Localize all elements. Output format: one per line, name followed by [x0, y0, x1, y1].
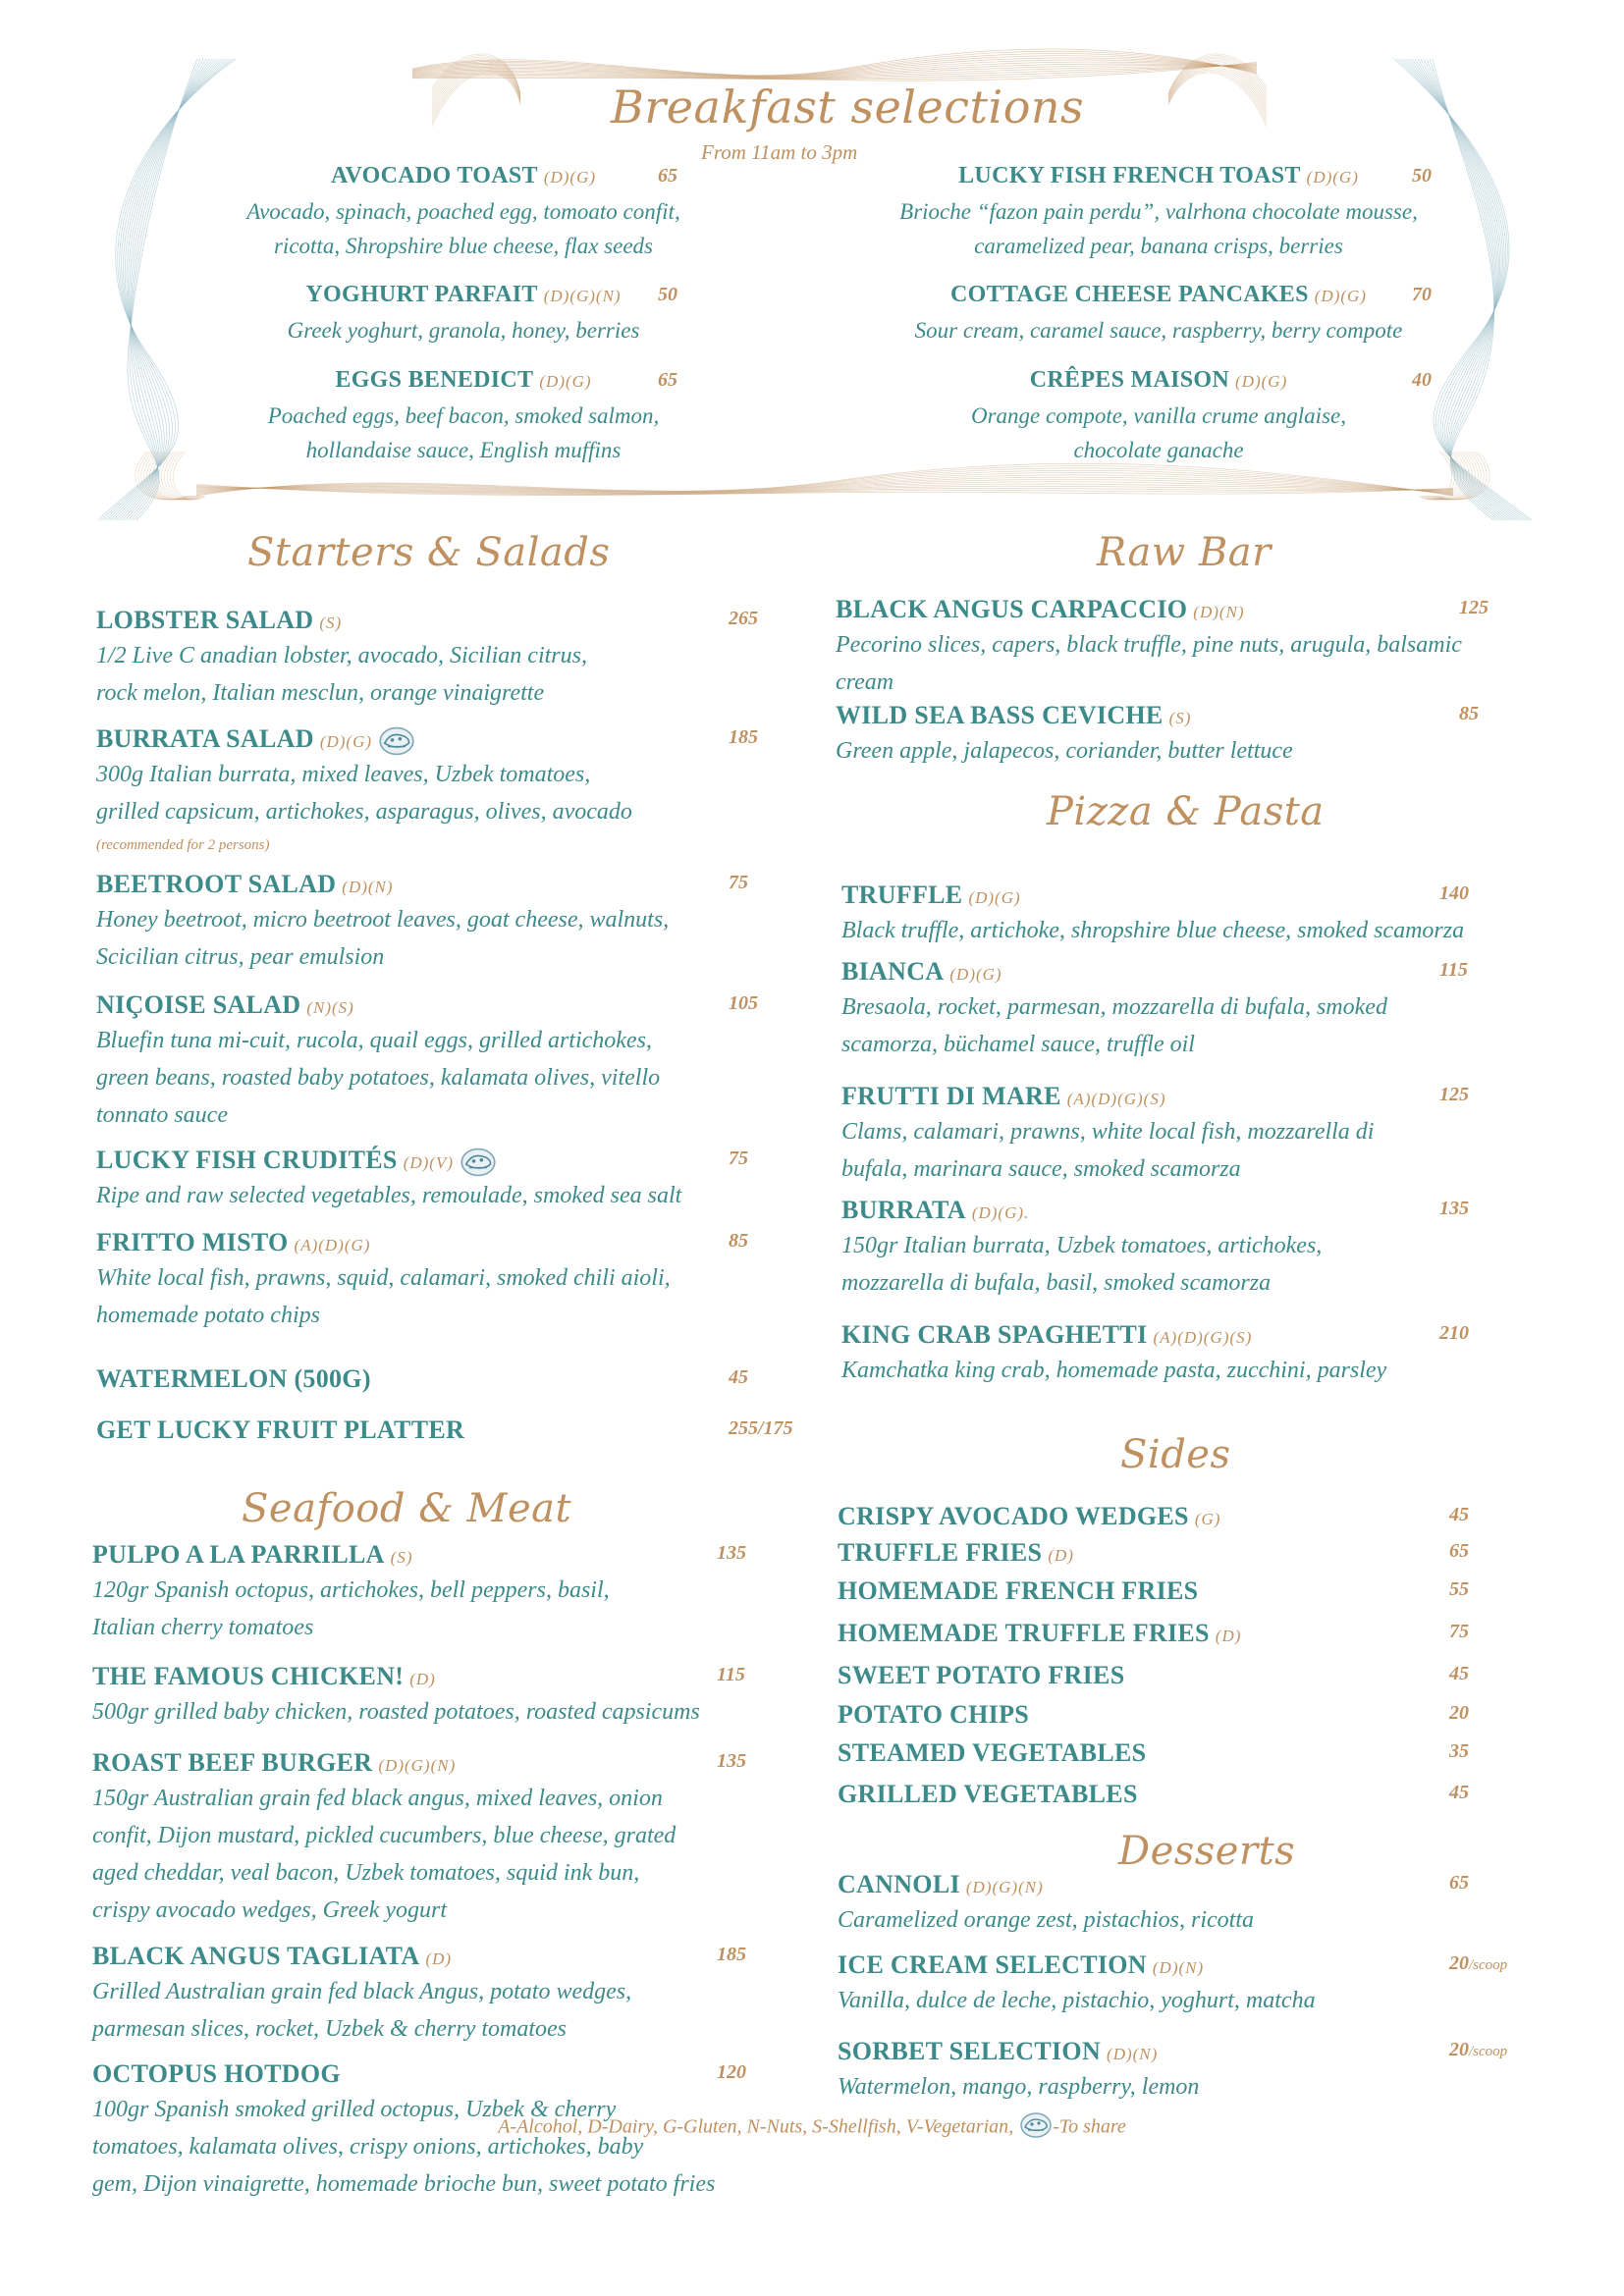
item-description-line: mozzarella di bufala, basil, smoked scamorza: [841, 1270, 1272, 1296]
item-description-line: Clams, calamari, prawns, white local fish, mozzarella di: [841, 1119, 1375, 1145]
menu-item-header: [864, 163, 1453, 194]
item-price: [717, 2061, 746, 2084]
price-value: 20: [1449, 1702, 1469, 1724]
menu-item-header: [838, 1738, 1146, 1770]
item-name: ICE CREAM SELECTION: [838, 1950, 1147, 1979]
item-price: [729, 992, 758, 1015]
item-price: [1439, 1322, 1469, 1345]
share-icon: [1019, 2111, 1053, 2145]
price-value: 135: [717, 1750, 746, 1772]
price-value: 75: [729, 872, 748, 893]
item-price: [1439, 882, 1469, 905]
menu-item-header: [841, 881, 1464, 912]
share-icon: [460, 1147, 497, 1182]
item-description-line: Honey beetroot, micro beetroot leaves, goat cheese, walnuts,: [96, 907, 670, 933]
allergen-tags: (S): [1168, 709, 1192, 727]
menu-item-header: [218, 163, 709, 194]
price-value: 20: [1449, 1952, 1469, 1974]
menu-item-king-crab-spaghetti: [841, 1320, 1469, 1389]
price-value: 50: [1412, 165, 1432, 187]
menu-item-header: [838, 1502, 1220, 1533]
allergen-tags: (D)(G): [1306, 168, 1359, 187]
item-name: POTATO CHIPS: [838, 1700, 1030, 1729]
item-price: [1449, 1872, 1469, 1895]
price-value: 75: [1449, 1621, 1469, 1642]
allergen-tags: (G): [1194, 1510, 1221, 1528]
price-unit: /scoop: [1469, 1957, 1508, 1973]
allergen-tags: (A)(D)(G)(S): [1066, 1090, 1166, 1108]
price-value: 65: [658, 369, 677, 391]
item-name: BEETROOT SALAD: [96, 870, 337, 898]
item-name: CANNOLI: [838, 1870, 960, 1898]
menu-item-truffle: [841, 881, 1469, 949]
menu-item-roast-beef-burger: [92, 1748, 746, 1929]
item-price: [1449, 1782, 1469, 1804]
price-value: 85: [729, 1230, 748, 1252]
item-price: [658, 284, 677, 306]
menu-item-fritto-misto: [96, 1228, 748, 1334]
item-description-line: scamorza, büchamel sauce, truffle oil: [841, 1032, 1195, 1057]
item-description-line: tomatoes, kalamata olives, crispy onions, artichokes, baby: [92, 2134, 644, 2160]
price-value: 45: [1449, 1663, 1469, 1684]
menu-item-header: [96, 1415, 464, 1447]
item-name: SWEET POTATO FRIES: [838, 1661, 1125, 1689]
item-note: (recommended for 2 persons): [96, 837, 270, 853]
item-description-line: aged cheddar, veal bacon, Uzbek tomatoes, squid ink bun,: [92, 1860, 640, 1886]
price-value: 55: [1449, 1578, 1469, 1600]
allergen-tags: (D)(N): [1107, 2045, 1159, 2063]
menu-item-burrata-salad: [96, 724, 758, 860]
allergen-tags: (D)(G)(N): [965, 1878, 1044, 1896]
menu-item-header: [864, 282, 1453, 313]
item-name: BLACK ANGUS TAGLIATA: [92, 1942, 420, 1970]
item-description-line: Scicilian citrus, pear emulsion: [96, 944, 385, 970]
item-description-line: ricotta, Shropshire blue cheese, flax seeds: [273, 234, 653, 258]
item-description-line: Greek yoghurt, granola, honey, berries: [287, 318, 640, 343]
menu-item-header: [92, 2059, 715, 2091]
menu-item-header: [838, 1780, 1138, 1811]
price-unit: /scoop: [1469, 2044, 1508, 2059]
item-description-line: 100gr Spanish smoked grilled octopus, Uzbek & cherry: [92, 2097, 617, 2122]
item-name: FRITTO MISTO: [96, 1228, 289, 1256]
price-value: 115: [1439, 959, 1468, 981]
item-description-line: Pecorino slices, capers, black truffle, pine nuts, arugula, balsamic: [836, 632, 1462, 658]
item-description-line: 150gr Australian grain fed black angus, mixed leaves, onion: [92, 1786, 663, 1811]
item-name: CRÊPES MAISON: [1029, 367, 1230, 393]
menu-item-header: [96, 724, 632, 756]
menu-item-black-angus-tagliata: [92, 1942, 746, 2048]
desserts-title: Desserts: [1118, 1829, 1296, 1874]
price-value: 45: [1449, 1782, 1469, 1803]
rawbar-title: Raw Bar: [1097, 530, 1272, 575]
price-value: 140: [1439, 882, 1469, 904]
item-description-line: Black truffle, artichoke, shropshire blue cheese, smoked scamorza: [841, 918, 1465, 943]
price-value: 50: [658, 284, 677, 305]
item-name: BIANCA: [841, 957, 945, 986]
menu-item-sweet-potato-fries: [838, 1661, 1469, 1692]
breakfast-hours: From 11am to 3pm: [701, 140, 858, 164]
item-price: [1449, 1663, 1469, 1685]
item-description-line: crispy avocado wedges, Greek yogurt: [92, 1897, 448, 1923]
allergen-tags: (S): [390, 1548, 413, 1567]
price-value: 135: [1439, 1198, 1469, 1219]
allergen-tags: (D)(G): [968, 888, 1021, 907]
item-description-line: tonnato sauce: [96, 1102, 228, 1128]
menu-item-wild-sea-bass-ceviche: [836, 701, 1479, 770]
menu-item-header: [836, 701, 1293, 732]
menu-item-header: [841, 957, 1387, 988]
price-value: 20: [1449, 2039, 1469, 2060]
item-price: [1449, 1702, 1469, 1725]
item-price: [1459, 703, 1479, 725]
menu-item-crepes-maison: [864, 367, 1453, 467]
item-description-line: Green apple, jalapecos, coriander, butter lettuce: [836, 738, 1293, 764]
menu-item-cottage-cheese-pancakes: [864, 282, 1453, 347]
price-value: 65: [658, 165, 677, 187]
item-price: [1449, 1504, 1469, 1526]
price-value: 185: [729, 726, 758, 748]
menu-item-get-lucky-fruit-platter: [96, 1415, 793, 1447]
menu-item-the-famous-chicken: [92, 1662, 745, 1731]
menu-item-cannoli: [838, 1870, 1469, 1939]
menu-item-lobster-salad: [96, 606, 758, 712]
item-price: [729, 726, 758, 749]
item-name: COTTAGE CHEESE PANCAKES: [950, 282, 1309, 307]
item-price: [1439, 1198, 1469, 1220]
item-price: [729, 1417, 793, 1440]
price-value: 125: [1439, 1084, 1469, 1105]
allergen-tags: (D)(G).: [971, 1203, 1030, 1222]
item-description-line: cream: [836, 669, 894, 695]
price-value: 45: [729, 1366, 748, 1388]
allergen-tags: (S): [319, 614, 343, 632]
menu-item-header: [218, 367, 709, 399]
price-value: 65: [1449, 1872, 1469, 1894]
menu-item-header: [96, 990, 660, 1022]
allergen-tags: (D)(G)(N): [378, 1756, 457, 1775]
menu-item-header: [96, 870, 669, 901]
legend-share-label: -To share: [1053, 2115, 1126, 2138]
item-name: BURRATA: [841, 1196, 966, 1224]
menu-item-header: [841, 1196, 1322, 1227]
allergen-tags: (D): [425, 1949, 453, 1968]
item-price: [729, 1148, 748, 1170]
allergen-tags: (A)(D)(G): [294, 1236, 371, 1255]
menu-item-eggs-benedict: [218, 367, 709, 467]
menu-item-header: [96, 1146, 681, 1177]
menu-item-header: [864, 367, 1453, 399]
menu-item-sorbet-selection: [838, 2037, 1508, 2106]
allergen-tags: (D)(G): [319, 732, 373, 751]
item-name: SORBET SELECTION: [838, 2037, 1102, 2065]
item-description-line: Brioche “fazon pain perdu”, valrhona chocolate mousse,: [899, 199, 1418, 224]
item-name: KING CRAB SPAGHETTI: [841, 1320, 1148, 1349]
item-name: LUCKY FISH FRENCH TOAST: [958, 163, 1301, 188]
allergen-tags: (D): [409, 1670, 436, 1688]
legend-text: A-Alcohol, D-Dairy, G-Gluten, N-Nuts, S-Shellfish, V-Vegetarian,: [498, 2115, 1014, 2138]
allergen-tags: (A)(D)(G)(S): [1153, 1328, 1253, 1347]
item-name: GRILLED VEGETABLES: [838, 1780, 1138, 1808]
menu-item-header: [841, 1320, 1386, 1352]
item-name: NIÇOISE SALAD: [96, 990, 301, 1019]
item-price: [1439, 959, 1468, 982]
menu-item-header: [92, 1942, 631, 1973]
menu-item-header: [838, 1661, 1124, 1692]
item-name: YOGHURT PARFAIT: [305, 282, 538, 307]
allergen-tags: (D)(G): [539, 372, 592, 391]
menu-item-frutti-di-mare: [841, 1082, 1469, 1188]
item-price: [1449, 1578, 1469, 1601]
item-name: HOMEMADE FRENCH FRIES: [838, 1576, 1199, 1605]
allergen-tags: (D)(G): [949, 965, 1002, 984]
allergen-tags: (D): [1215, 1627, 1242, 1645]
item-price: [717, 1664, 745, 1686]
item-description-line: Sour cream, caramel sauce, raspberry, berry compote: [914, 318, 1403, 343]
item-price: [1449, 1952, 1507, 1975]
item-price: [1449, 1740, 1469, 1763]
item-name: ROAST BEEF BURGER: [92, 1748, 373, 1777]
price-value: 105: [729, 992, 758, 1014]
menu-item-header: [838, 1700, 1029, 1732]
menu-item-bianca: [841, 957, 1468, 1063]
menu-item-header: [92, 1540, 610, 1572]
menu-item-black-angus-carpaccio: [836, 595, 1489, 701]
item-description-line: Avocado, spinach, poached egg, tomoato confit,: [246, 199, 680, 224]
price-value: 120: [717, 2061, 746, 2083]
item-description-line: Bluefin tuna mi-cuit, rucola, quail eggs, grilled artichokes,: [96, 1028, 652, 1053]
item-description-line: bufala, marinara sauce, smoked scamorza: [841, 1156, 1241, 1182]
item-description-line: Bresaola, rocket, parmesan, mozzarella di bufala, smoked: [841, 994, 1387, 1020]
menu-item-header: [96, 606, 587, 637]
menu-item-header: [838, 2037, 1199, 2068]
item-description-line: Grilled Australian grain fed black Angus, potato wedges,: [92, 1979, 632, 2004]
item-name: PULPO A LA PARRILLA: [92, 1540, 385, 1569]
menu-item-nicoise-salad: [96, 990, 758, 1134]
item-name: WILD SEA BASS CEVICHE: [836, 701, 1164, 729]
price-value: 265: [729, 608, 758, 629]
item-name: BURRATA SALAD: [96, 724, 314, 753]
menu-item-avocado-toast: [218, 163, 709, 263]
item-description-line: White local fish, prawns, squid, calamari, smoked chili aioli,: [96, 1265, 671, 1291]
menu-item-header: [838, 1538, 1074, 1570]
item-name: OCTOPUS HOTDOG: [92, 2059, 341, 2088]
seafood-title: Seafood & Meat: [242, 1486, 572, 1531]
item-price: [729, 872, 748, 894]
price-value: 135: [717, 1542, 746, 1564]
item-description-line: 1/2 Live C anadian lobster, avocado, Sicilian citrus,: [96, 643, 587, 668]
price-value: 35: [1449, 1740, 1469, 1762]
item-price: [729, 1366, 748, 1389]
item-description-line: 300g Italian burrata, mixed leaves, Uzbek tomatoes,: [96, 762, 591, 787]
item-description-line: Caramelized orange zest, pistachios, ricotta: [838, 1907, 1254, 1933]
item-price: [1449, 2039, 1507, 2061]
item-description-line: Orange compote, vanilla crume anglaise,: [971, 403, 1346, 428]
menu-item-lucky-fish-french-toast: [864, 163, 1453, 263]
item-description-line: Italian cherry tomatoes: [92, 1615, 314, 1640]
item-name: TRUFFLE: [841, 881, 963, 909]
item-price: [1412, 284, 1432, 306]
price-value: 65: [1449, 1540, 1469, 1562]
item-description-line: rock melon, Italian mesclun, orange vinaigrette: [96, 680, 545, 706]
item-description-line: chocolate ganache: [1073, 438, 1244, 462]
menu-item-burrata: [841, 1196, 1469, 1302]
starters-title: Starters & Salads: [247, 530, 611, 575]
allergen-tags: (D)(G)(N): [543, 287, 622, 305]
menu-item-header: [838, 1870, 1254, 1901]
price-value: 255/175: [729, 1417, 793, 1439]
price-value: 125: [1459, 597, 1489, 618]
allergen-tags: (D)(N): [1152, 1958, 1205, 1977]
item-price: [717, 1542, 746, 1565]
allergen-tags: (N)(S): [306, 998, 354, 1017]
item-price: [729, 1230, 748, 1253]
menu-item-header: [92, 1748, 676, 1780]
item-price: [1449, 1540, 1469, 1563]
menu-item-grilled-vegetables: [838, 1780, 1469, 1811]
price-value: 115: [717, 1664, 745, 1685]
item-description-line: grilled capsicum, artichokes, asparagus, olives, avocado: [96, 799, 632, 825]
menu-item-header: [96, 1364, 371, 1396]
item-price: [1412, 165, 1432, 187]
price-value: 85: [1459, 703, 1479, 724]
item-price: [1459, 597, 1489, 619]
menu-item-potato-chips: [838, 1700, 1469, 1732]
item-name: FRUTTI DI MARE: [841, 1082, 1061, 1110]
price-value: 185: [717, 1944, 746, 1965]
menu-item-header: [841, 1082, 1374, 1113]
menu-item-truffle-fries: [838, 1538, 1469, 1570]
menu-item-header: [218, 282, 709, 313]
item-price: [729, 608, 758, 630]
item-name: THE FAMOUS CHICKEN!: [92, 1662, 405, 1690]
item-name: LUCKY FISH CRUDITÉS: [96, 1146, 398, 1174]
menu-item-pulpo-a-la-parrilla: [92, 1540, 746, 1646]
allergen-tags: (D): [1048, 1546, 1074, 1565]
item-description-line: Vanilla, dulce de leche, pistachio, yoghurt, matcha: [838, 1988, 1316, 2013]
item-description-line: homemade potato chips: [96, 1303, 320, 1328]
item-description-line: gem, Dijon vinaigrette, homemade brioche bun, sweet potato fries: [92, 2171, 716, 2197]
item-name: CRISPY AVOCADO WEDGES: [838, 1502, 1189, 1530]
item-description-line: Kamchatka king crab, homemade pasta, zucchini, parsley: [841, 1358, 1387, 1383]
item-description-line: caramelized pear, banana crisps, berries: [974, 234, 1343, 258]
pizza-title: Pizza & Pasta: [1047, 789, 1325, 834]
menu-item-header: [838, 1576, 1198, 1608]
item-price: [658, 165, 677, 187]
menu-item-homemade-truffle-fries: [838, 1619, 1469, 1650]
breakfast-title: Breakfast selections: [611, 80, 1085, 133]
item-name: AVOCADO TOAST: [330, 163, 538, 188]
price-value: 70: [1412, 284, 1432, 305]
menu-item-ice-cream-selection: [838, 1950, 1508, 2019]
sides-title: Sides: [1120, 1432, 1231, 1477]
item-description-line: Poached eggs, beef bacon, smoked salmon,: [267, 403, 660, 428]
menu-item-watermelon-500g: [96, 1364, 748, 1396]
menu-item-header: [96, 1228, 671, 1259]
menu-item-header: [838, 1950, 1316, 1982]
item-description-line: 150gr Italian burrata, Uzbek tomatoes, artichokes,: [841, 1233, 1323, 1258]
allergen-tags: (D)(N): [1193, 603, 1245, 621]
item-name: STEAMED VEGETABLES: [838, 1738, 1147, 1767]
item-description-line: 500gr grilled baby chicken, roasted potatoes, roasted capsicums: [92, 1699, 700, 1725]
item-name: EGGS BENEDICT: [335, 367, 534, 393]
menu-item-steamed-vegetables: [838, 1738, 1469, 1770]
menu-item-header: [836, 595, 1462, 626]
item-price: [717, 1944, 746, 1966]
item-description-line: 120gr Spanish octopus, artichokes, bell peppers, basil,: [92, 1577, 610, 1603]
price-value: 45: [1449, 1504, 1469, 1525]
item-name: LOBSTER SALAD: [96, 606, 314, 634]
allergen-legend: [0, 2111, 1624, 2145]
allergen-tags: (D)(G): [1314, 287, 1367, 305]
item-name: TRUFFLE FRIES: [838, 1538, 1043, 1567]
price-value: 210: [1439, 1322, 1469, 1344]
item-description-line: hollandaise sauce, English muffins: [305, 438, 622, 462]
menu-item-lucky-fish-crudites: [96, 1146, 748, 1214]
allergen-tags: (D)(G): [543, 168, 597, 187]
item-price: [717, 1750, 746, 1773]
item-description-line: Ripe and raw selected vegetables, remoulade, smoked sea salt: [96, 1183, 682, 1208]
item-name: GET LUCKY FRUIT PLATTER: [96, 1415, 465, 1444]
item-name: WATERMELON (500G): [96, 1364, 371, 1393]
menu-item-yoghurt-parfait: [218, 282, 709, 347]
item-price: [658, 369, 677, 392]
item-price: [1439, 1084, 1469, 1106]
menu-item-crispy-avocado-wedges: [838, 1502, 1469, 1533]
item-description-line: confit, Dijon mustard, pickled cucumbers, blue cheese, grated: [92, 1823, 677, 1848]
allergen-tags: (D)(V): [403, 1153, 454, 1172]
allergen-tags: (D)(G): [1235, 372, 1288, 391]
item-name: HOMEMADE TRUFFLE FRIES: [838, 1619, 1210, 1647]
price-value: 40: [1412, 369, 1432, 391]
share-icon: [378, 725, 415, 761]
menu-item-header: [92, 1662, 700, 1693]
allergen-tags: (D)(N): [342, 878, 394, 896]
item-name: BLACK ANGUS CARPACCIO: [836, 595, 1188, 623]
menu-item-header: [838, 1619, 1241, 1650]
menu-item-homemade-french-fries: [838, 1576, 1469, 1608]
price-value: 75: [729, 1148, 748, 1169]
item-description-line: Watermelon, mango, raspberry, lemon: [838, 2074, 1200, 2100]
item-price: [1412, 369, 1432, 392]
item-description-line: green beans, roasted baby potatoes, kalamata olives, vitello: [96, 1065, 661, 1091]
item-description-line: parmesan slices, rocket, Uzbek & cherry tomatoes: [92, 2016, 567, 2042]
menu-item-beetroot-salad: [96, 870, 748, 976]
item-price: [1449, 1621, 1469, 1643]
